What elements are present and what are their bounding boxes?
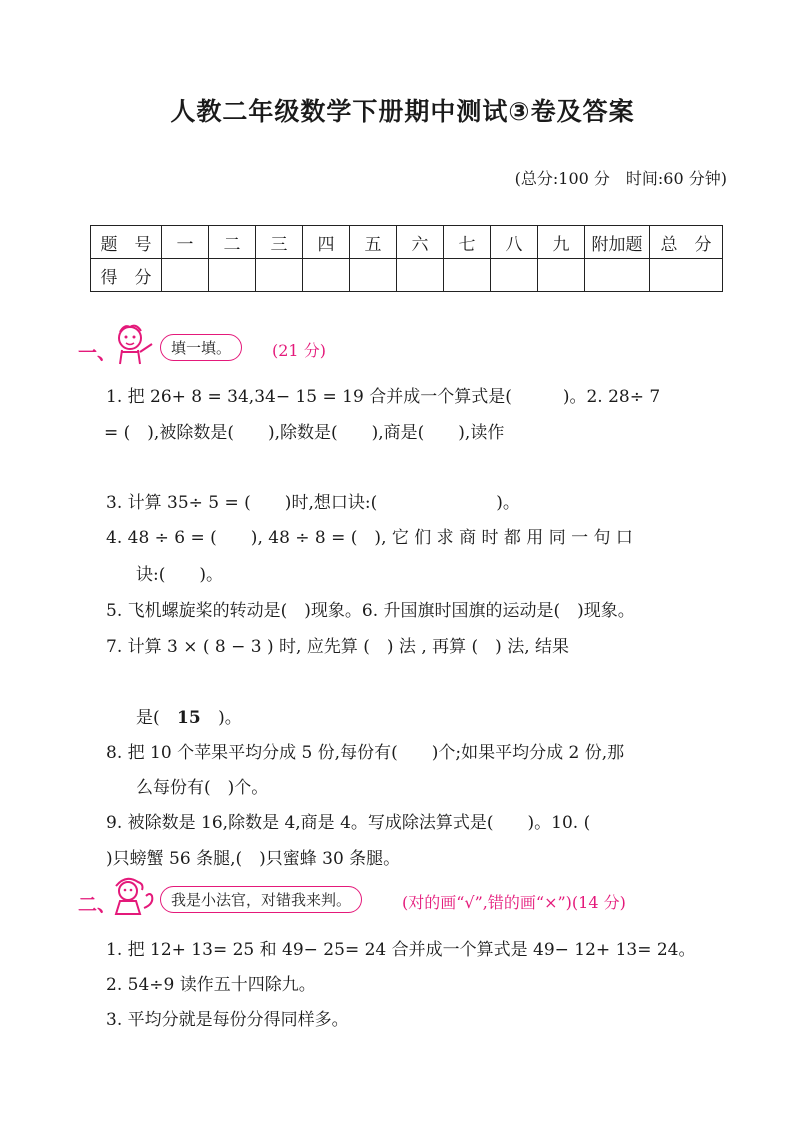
header-cell: 总 分 [650, 226, 723, 259]
exam-meta: (总分:100 分 时间:60 分钟) [514, 169, 727, 188]
score-cell[interactable] [256, 259, 303, 292]
question-line: 1. 把 26+ 8 = 34,34− 15 = 19 合并成一个算式是( )。2. 28÷ 7 [106, 387, 661, 407]
header-cell: 三 [256, 226, 303, 259]
score-cell[interactable] [162, 259, 209, 292]
section1-title-bubble: 填一填。 [160, 334, 242, 361]
score-cell[interactable] [303, 259, 350, 292]
score-cell[interactable] [350, 259, 397, 292]
header-cell: 八 [491, 226, 538, 259]
boy-mascot-icon [108, 322, 156, 366]
page-title: 人教二年级数学下册期中测试③卷及答案 [170, 97, 635, 126]
score-table-header-row [91, 226, 723, 259]
header-cell: 九 [538, 226, 585, 259]
judge-mascot-icon [106, 874, 158, 918]
question-line: 5. 飞机螺旋桨的转动是( )现象。6. 升国旗时国旗的运动是( )现象。 [106, 601, 635, 621]
header-cell: 二 [209, 226, 256, 259]
answer-suffix: )。 [218, 708, 242, 728]
question-line: 7. 计算 3 × ( 8 − 3 ) 时, 应先算 ( ) 法 , 再算 ( ) 法, 结果 [106, 637, 570, 657]
question-line: 3. 计算 35÷ 5 = ( )时,想口诀:( )。 [106, 493, 520, 513]
question-line: 9. 被除数是 16,除数是 4,商是 4。写成除法算式是( )。10. ( [106, 813, 591, 833]
score-cell[interactable] [209, 259, 256, 292]
section2-number: 二、 [78, 894, 117, 916]
score-cell[interactable] [585, 259, 650, 292]
section2-title-bubble: 我是小法官，对错我来判。 [160, 886, 362, 913]
question-line: 么每份有( )个。 [136, 778, 269, 798]
score-cell[interactable] [444, 259, 491, 292]
answer-prefix: 是( [136, 708, 160, 728]
filled-answer: 15 [177, 708, 201, 728]
question-line: = ( ),被除数是( ),除数是( ),商是( ),读作 [104, 423, 505, 443]
question-line: 4. 48 ÷ 6 = ( ), 48 ÷ 8 = ( ), 它 们 求 商 时 都 用 同 一 句 口 [106, 528, 633, 548]
header-cell: 一 [162, 226, 209, 259]
score-cell[interactable] [397, 259, 444, 292]
section1-points: (21 分) [272, 341, 326, 360]
question-line: 3. 平均分就是每份分得同样多。 [106, 1010, 349, 1030]
section2-points: (对的画“√”,错的画“×”)(14 分) [402, 893, 626, 912]
header-cell: 四 [303, 226, 350, 259]
score-table-score-row [91, 259, 723, 292]
header-cell: 七 [444, 226, 491, 259]
header-cell: 题 号 [91, 226, 162, 259]
score-cell[interactable] [538, 259, 585, 292]
score-table [90, 225, 723, 292]
question-line: 1. 把 12+ 13= 25 和 49− 25= 24 合并成一个算式是 49− 12+ 13= 24。 [106, 940, 696, 960]
score-cell[interactable] [491, 259, 538, 292]
question-line: 2. 54÷9 读作五十四除九。 [106, 975, 316, 995]
answer-line [136, 703, 242, 728]
question-line: )只螃蟹 56 条腿,( )只蜜蜂 30 条腿。 [106, 849, 401, 869]
header-cell: 六 [397, 226, 444, 259]
question-line: 8. 把 10 个苹果平均分成 5 份,每份有( )个;如果平均分成 2 份,那 [106, 743, 625, 763]
header-cell: 五 [350, 226, 397, 259]
header-cell: 附加题 [585, 226, 650, 259]
section1-number: 一、 [78, 342, 117, 364]
row-label-cell: 得 分 [91, 259, 162, 292]
score-cell[interactable] [650, 259, 723, 292]
question-line: 诀:( )。 [136, 565, 223, 585]
